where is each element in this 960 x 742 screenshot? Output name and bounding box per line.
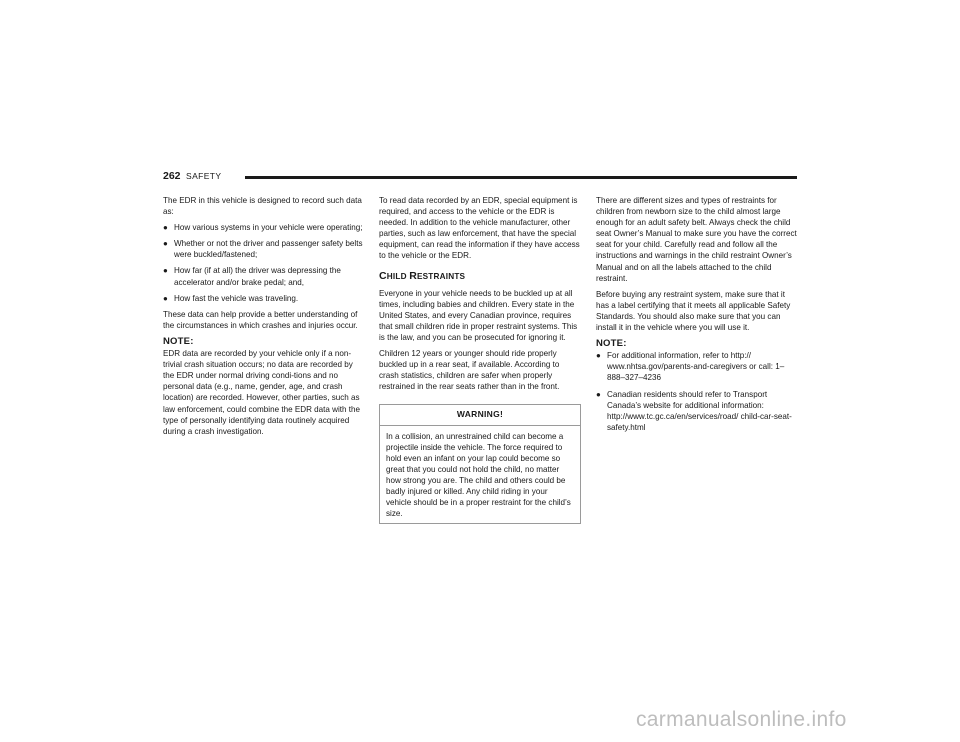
edr-bullet-list	[163, 222, 365, 304]
list-item: ● Canadian residents should refer to Transport Canada’s website for additional information: http://www.tc.gc.ca/en/services/road/ child-car-seat-safety.html	[596, 389, 792, 432]
note-label: NOTE:	[596, 338, 627, 350]
section-title: SAFETY	[186, 171, 222, 181]
buckle-up-paragraph: Everyone in your vehicle needs to be buckled up at all times, including babies and children. Every state in the United States, and every Canadian province, requires that small children ride in proper restraint systems. This is the law, and you can be prosecuted for ignoring it.	[379, 288, 578, 343]
bullet-icon: ●	[596, 351, 601, 361]
list-item: ● Whether or not the driver and passenger safety belts were buckled/fastened;	[163, 239, 363, 260]
list-item: ● How far (if at all) the driver was depressing the accelerator and/or brake pedal; and,	[163, 266, 341, 287]
bullet-icon: ●	[596, 389, 601, 399]
child-restraints-heading: CHILD RESTRAINTS	[379, 269, 466, 282]
note-bullet-list	[596, 350, 798, 433]
header-rule	[245, 176, 797, 179]
warning-text: In a collision, an unrestrained child can become a projectile inside the vehicle. The force required to hold even an infant on your lap could become so great that you could not hold the child, no matter how strong you are. The child and others could be badly injured or killed. Any child riding in your vehicle should be in a proper restraint for the child’s size.	[386, 431, 571, 519]
column-left	[163, 195, 365, 442]
restraint-types-paragraph: There are different sizes and types of restraints for children from newborn size to the child almost large enough for an adult safety belt. Always check the child seat Owner’s Manual to make sure you have the correct seat for your child. Carefully read and follow all the instructions and warnings in the child restraint Owner’s Manual and on all the labels attached to the child restraint.	[596, 196, 797, 283]
buying-advice-paragraph: Before buying any restraint system, make sure that it has a label certifying that it meets all applicable Safety Standards. You should also make sure that you can install it in the vehicle where you will use it.	[596, 289, 791, 333]
bullet-icon: ●	[163, 239, 168, 249]
edr-purpose-paragraph: These data can help provide a better understanding of the circumstances in which crashes and injuries occur.	[163, 309, 358, 330]
bullet-icon: ●	[163, 266, 168, 276]
warning-box	[379, 404, 581, 525]
page-number: 262	[163, 170, 181, 182]
watermark: carmanualsonline.info	[636, 708, 847, 731]
list-item: ● How fast the vehicle was traveling.	[163, 293, 299, 303]
edr-intro: The EDR in this vehicle is designed to record such data as:	[163, 196, 362, 217]
note-label: NOTE:	[163, 335, 194, 347]
edr-access-paragraph: To read data recorded by an EDR, special equipment is required, and access to the vehicle or the EDR is needed. In addition to the vehicle manufacturer, other parties, such as law enforcement, that have the special equipment, can read the information if they have access to the vehicle or the EDR.	[379, 196, 580, 261]
page-header	[163, 170, 797, 184]
warning-title: WARNING!	[380, 405, 580, 426]
bullet-icon: ●	[163, 293, 168, 303]
list-item: ● How various systems in your vehicle were operating;	[163, 223, 363, 233]
column-right	[596, 195, 798, 438]
note-text: EDR data are recorded by your vehicle only if a non-trivial crash situation occurs; no data are recorded by the EDR under normal driving condi-tions and no personal data (e.g., name, gender, age, and crash location) are recorded. However, other parties, such as law enforcement, could combine the EDR data with the type of personally identifying data routinely acquired during a crash investigation.	[163, 349, 361, 436]
column-middle	[379, 195, 581, 524]
bullet-icon: ●	[163, 223, 168, 233]
list-item: ● For additional information, refer to http:// www.nhtsa.gov/parents-and-caregivers or call: 1–888–327–4236	[596, 351, 785, 383]
rear-seat-paragraph: Children 12 years or younger should ride properly buckled up in a rear seat, if available. According to crash statistics, children are safer when properly restrained in the rear seats rather than in the front.	[379, 349, 560, 392]
